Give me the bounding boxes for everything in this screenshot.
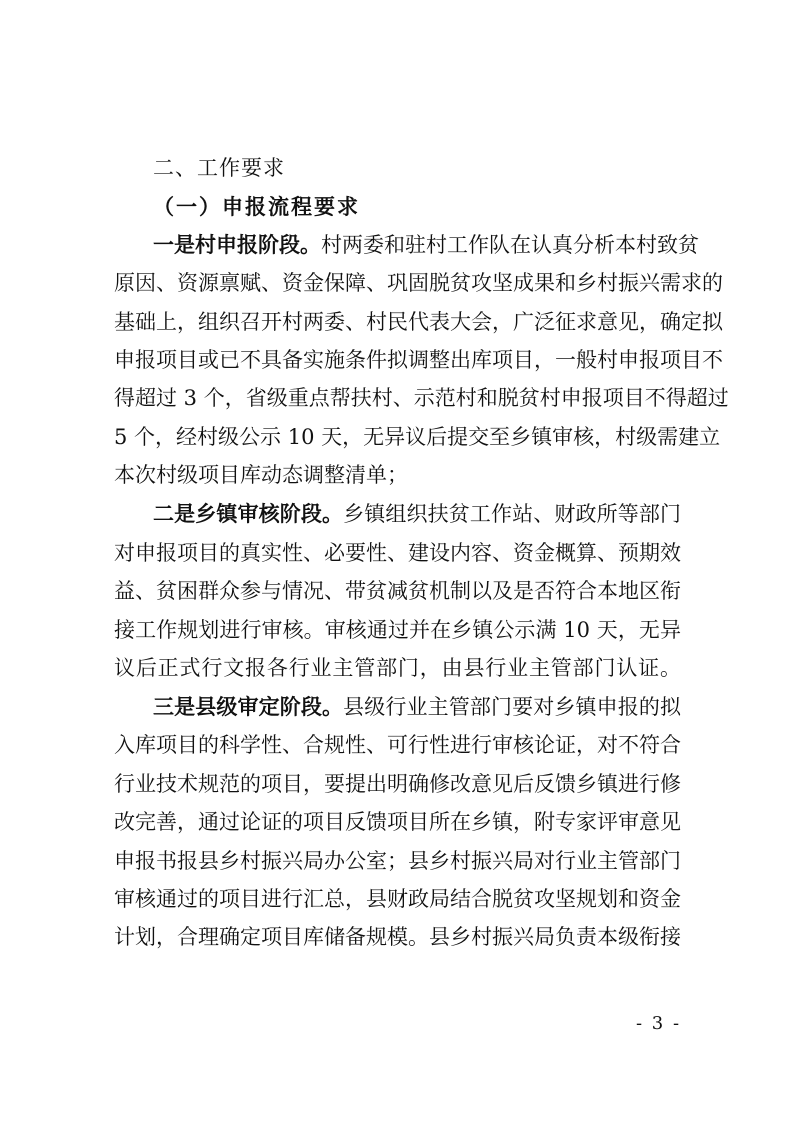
paragraph-line: 原因、资源禀赋、资金保障、巩固脱贫攻坚成果和乡村振兴需求的 (114, 271, 723, 295)
paragraph-line: 计划，合理确定项目库储备规模。县乡村振兴局负责本级衔接 (114, 925, 681, 949)
paragraph-line: 对申报项目的真实性、必要性、建设内容、资金概算、预期效 (114, 541, 681, 565)
paragraph-line: 审核通过的项目进行汇总，县财政局结合脱贫攻坚规划和资金 (114, 887, 681, 911)
paragraph-line: 申报书报县乡村振兴局办公室；县乡村振兴局对行业主管部门 (114, 849, 681, 873)
paragraph-line: 改完善，通过论证的项目反馈项目所在乡镇，附专家评审意见 (114, 810, 681, 834)
paragraph-line: 5 个，经村级公示 10 天，无异议后提交至乡镇审核，村级需建立 (114, 425, 721, 449)
paragraph-text: 县级行业主管部门要对乡镇申报的拟 (343, 695, 681, 719)
paragraph-line: 行业技术规范的项目，要提出明确修改意见后反馈乡镇进行修 (114, 772, 681, 796)
paragraph-line: 得超过 3 个，省级重点帮扶村、示范村和脱贫村申报项目不得超过 (114, 386, 729, 410)
paragraph-text: 乡镇组织扶贫工作站、财政所等部门 (343, 502, 681, 526)
paragraph-lead: 三是县级审定阶段。 (153, 694, 344, 719)
paragraph-line: 入库项目的科学性、合规性、可行性进行审核论证，对不符合 (114, 733, 681, 757)
paragraph-line: 本次村级项目库动态调整清单； (114, 463, 408, 487)
section-heading: 二、工作要求 (153, 156, 285, 180)
paragraph-line: 基础上，组织召开村两委、村民代表大会，广泛征求意见，确定拟 (114, 310, 723, 334)
paragraph-line: 益、贫困群众参与情况、带贫减贫机制以及是否符合本地区衔 (114, 579, 681, 603)
paragraph-first-line (153, 501, 681, 527)
page-number: - 3 - (636, 1013, 682, 1034)
paragraph-first-line (153, 232, 699, 258)
paragraph-line: 议后正式行文报各行业主管部门，由县行业主管部门认证。 (114, 656, 681, 680)
paragraph-line: 申报项目或已不具备实施条件拟调整出库项目，一般村申报项目不 (114, 348, 723, 372)
paragraph-text: 村两委和驻村工作队在认真分析本村致贫 (321, 233, 699, 257)
paragraph-lead: 一是村申报阶段。 (153, 232, 321, 257)
subsection-heading: （一）申报流程要求 (153, 194, 360, 219)
paragraph-first-line (153, 694, 681, 720)
paragraph-line: 接工作规划进行审核。审核通过并在乡镇公示满 10 天，无异 (114, 618, 681, 642)
paragraph-lead: 二是乡镇审核阶段。 (153, 501, 344, 526)
